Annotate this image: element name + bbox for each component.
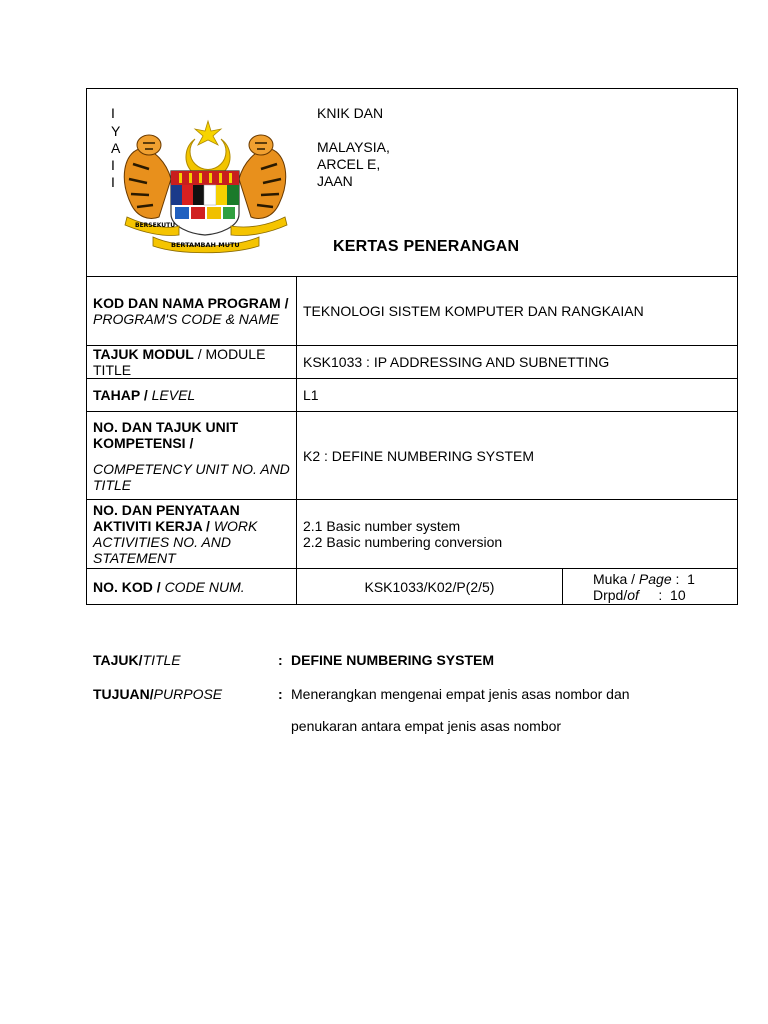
activity-value-cell	[297, 500, 738, 569]
table-row	[87, 346, 738, 379]
module-label-bold: TAJUK MODUL	[93, 346, 194, 362]
module-info-table	[86, 276, 738, 605]
purpose-label-bold: TUJUAN/	[93, 686, 154, 702]
code-label-bold: NO. KOD /	[93, 578, 165, 595]
header-fragment-mark: I	[111, 174, 115, 190]
title-label-bold: TAJUK/	[93, 652, 143, 668]
code-value-cell	[297, 569, 738, 605]
crest-motto-text: BERTAMBAH MUTU	[171, 241, 240, 249]
crest-banner-text: BERSEKUTU	[135, 222, 176, 229]
header-fragment-mark: Y	[111, 123, 121, 139]
page-number-line	[593, 571, 737, 587]
program-label-bold: KOD DAN NAMA PROGRAM /	[93, 295, 289, 311]
program-value-cell	[297, 277, 738, 346]
unit-value: K2 : DEFINE NUMBERING SYSTEM	[303, 447, 535, 464]
title-value: DEFINE NUMBERING SYSTEM	[291, 652, 495, 668]
of-separator: :	[638, 586, 671, 603]
document-header	[86, 88, 738, 277]
activity-label-cell	[87, 500, 297, 569]
module-value: KSK1033 : IP ADDRESSING AND SUBNETTING	[303, 354, 610, 370]
level-value-cell	[297, 379, 738, 412]
document-title: KERTAS PENERANGAN	[333, 238, 520, 255]
unit-label-italic: COMPETENCY UNIT NO. AND TITLE	[93, 460, 290, 493]
module-label-rest: / MODULE TITLE	[93, 346, 266, 378]
activity-value-1: 2.1 Basic number system	[303, 518, 461, 534]
activity-value-2: 2.2 Basic numbering conversion	[303, 534, 503, 550]
page-number: 1	[687, 570, 695, 587]
header-line-4: JAAN	[317, 173, 353, 189]
level-label-cell	[87, 379, 297, 412]
activity-label-italic: WORK ACTIVITIES NO. AND STATEMENT	[93, 518, 258, 566]
page-label-page: Page	[638, 570, 672, 587]
header-line-1: KNIK DAN	[317, 105, 384, 121]
code-value-wrap	[297, 569, 562, 604]
header-fragment-mark: A	[111, 140, 121, 156]
page-total-line	[593, 587, 737, 603]
table-row	[87, 569, 738, 605]
code-label-italic: CODE NUM.	[164, 578, 245, 595]
purpose-line-1: Menerangkan mengenai empat jenis asas nombor dan	[291, 686, 630, 702]
of-label-of: of	[627, 586, 639, 603]
purpose-colon: :	[278, 686, 283, 702]
page-label-muka: Muka /	[593, 570, 639, 587]
module-value-cell	[297, 346, 738, 379]
code-label-cell	[87, 569, 297, 605]
table-row	[87, 412, 738, 500]
program-label-italic: PROGRAM'S CODE & NAME	[93, 311, 280, 327]
title-label	[93, 652, 181, 668]
of-label-drpd: Drpd/	[593, 586, 628, 603]
purpose-line-2: penukaran antara empat jenis asas nombor	[291, 718, 562, 734]
table-row	[87, 379, 738, 412]
header-line-2: MALAYSIA,	[317, 139, 390, 155]
unit-value-cell	[297, 412, 738, 500]
page-separator: :	[671, 570, 688, 587]
table-row	[87, 277, 738, 346]
table-row	[87, 500, 738, 569]
page-count-cell	[562, 569, 737, 604]
unit-label-bold: NO. DAN TAJUK UNIT KOMPETENSI /	[93, 418, 239, 451]
purpose-label-italic: PURPOSE	[153, 686, 223, 702]
module-label-cell	[87, 346, 297, 379]
code-value: KSK1033/K02/P(2/5)	[364, 578, 495, 595]
header-fragment-mark: I	[111, 105, 115, 121]
coat-of-arms-logo	[109, 109, 301, 254]
program-label-cell	[87, 277, 297, 346]
level-label-italic: LEVEL	[151, 387, 196, 403]
activity-label-bold: NO. DAN PENYATAAN AKTIVITI KERJA /	[93, 502, 240, 534]
header-fragment-mark: I	[111, 157, 115, 173]
title-colon: :	[278, 652, 283, 668]
page-total: 10	[670, 586, 686, 603]
level-label-bold: TAHAP /	[93, 387, 152, 403]
purpose-label	[93, 686, 222, 702]
unit-label-cell	[87, 412, 297, 500]
level-value: L1	[303, 387, 319, 403]
title-label-italic: TITLE	[142, 652, 181, 668]
program-value: TEKNOLOGI SISTEM KOMPUTER DAN RANGKAIAN	[303, 303, 644, 319]
header-line-3: ARCEL E,	[317, 156, 381, 172]
